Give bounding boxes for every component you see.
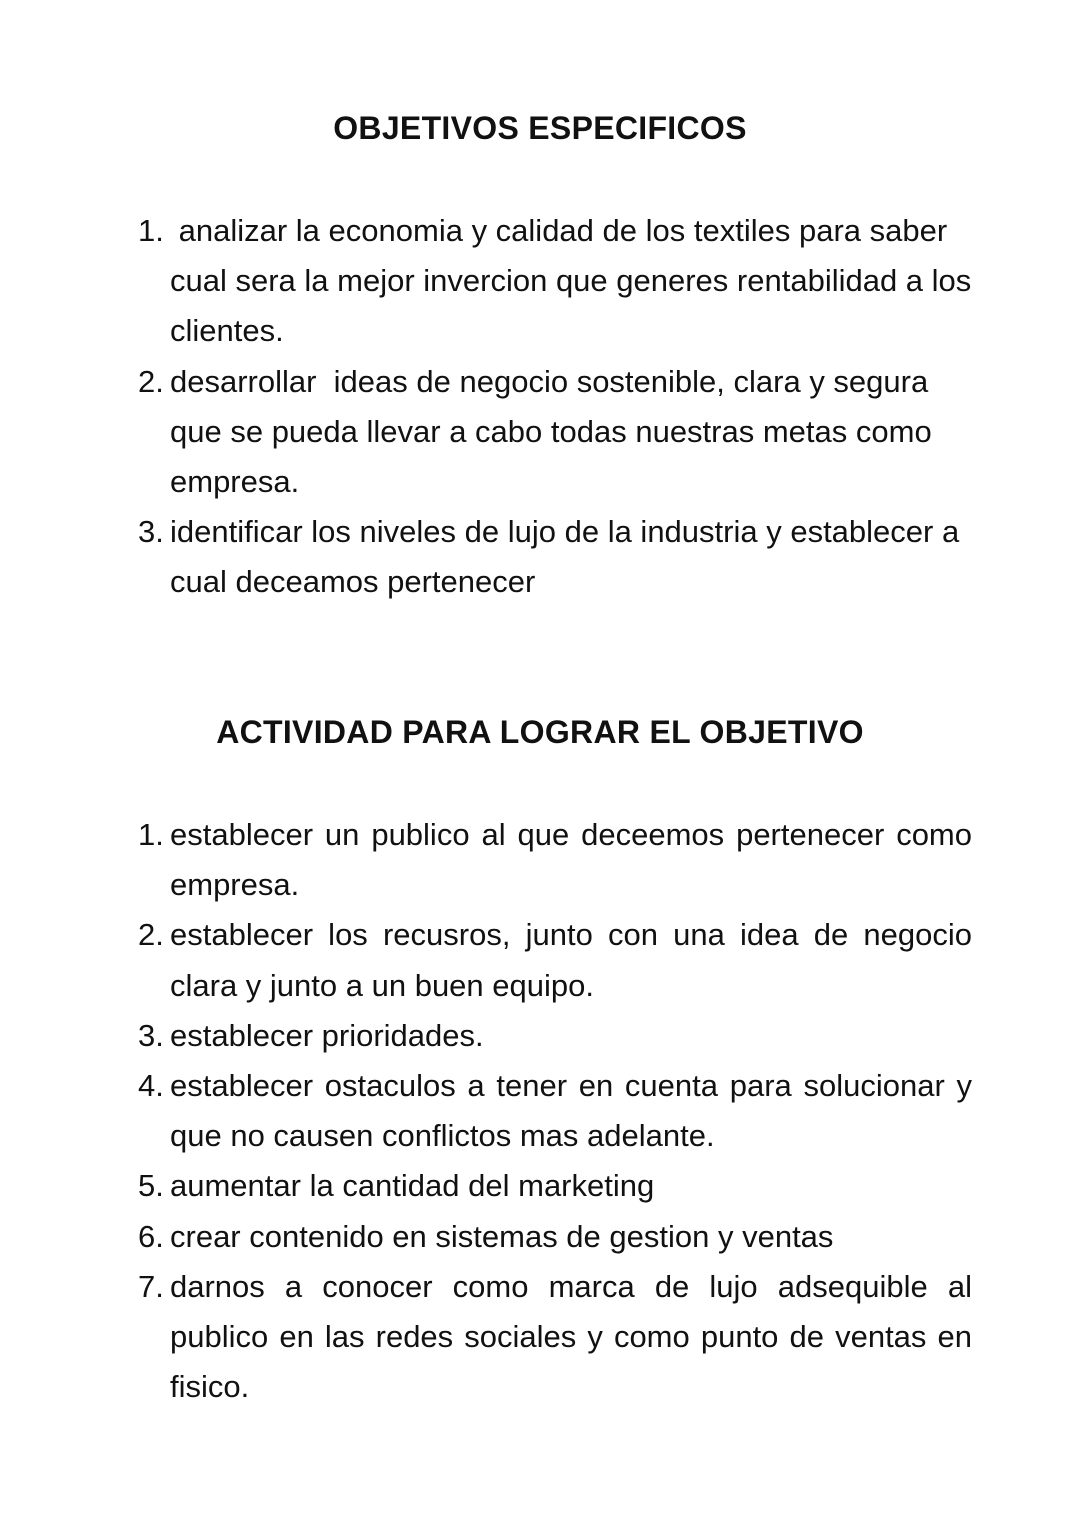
list-item xyxy=(136,1262,972,1413)
item-number: 7. xyxy=(138,1268,164,1304)
item-text: establecer los recusros, junto con una idea de negocio clara y junto a un buen equipo. xyxy=(170,917,972,1003)
list-item xyxy=(136,810,972,910)
item-text: darnos a conocer como marca de lujo adsequible al publico en las redes sociales y como punto de ventas en fisico. xyxy=(170,1268,972,1405)
item-number: 1. xyxy=(138,213,164,248)
item-text: establecer prioridades. xyxy=(170,1017,484,1053)
objetivos-list xyxy=(136,206,980,608)
list-item xyxy=(136,1161,972,1211)
list-item xyxy=(136,910,972,1010)
list-item xyxy=(136,1212,972,1262)
item-number: 5. xyxy=(138,1168,164,1204)
item-number: 6. xyxy=(138,1218,164,1254)
item-number: 3. xyxy=(138,514,164,550)
item-number: 3. xyxy=(138,1017,164,1053)
list-item xyxy=(136,357,972,508)
item-text: establecer ostaculos a tener en cuenta para solucionar y que no causen conflictos mas adelante. xyxy=(170,1068,972,1154)
list-item xyxy=(136,507,972,607)
item-number: 4. xyxy=(138,1068,164,1104)
section-title-actividad: ACTIVIDAD PARA LOGRAR EL OBJETIVO xyxy=(216,714,864,750)
item-number: 2. xyxy=(138,917,164,953)
list-item xyxy=(136,1061,972,1161)
actividad-list xyxy=(136,810,972,1412)
item-text: desarrollar ideas de negocio sostenible, clara y segura que se pueda llevar a cabo todas nuestras metas como empresa. xyxy=(170,363,941,500)
item-text: identificar los niveles de lujo de la industria y establecer a cual deceamos pertenecer xyxy=(170,514,960,600)
item-number: 1. xyxy=(138,817,164,852)
item-text: crear contenido en sistemas de gestion y ventas xyxy=(170,1218,834,1254)
item-text: establecer un publico al que deceemos pertenecer como empresa. xyxy=(170,817,972,903)
section-title-objetivos: OBJETIVOS ESPECIFICOS xyxy=(333,110,747,146)
list-item xyxy=(136,206,980,357)
list-item xyxy=(136,1011,972,1061)
item-text: analizar la economia y calidad de los textiles para saber cual sera la mejor invercion que generes rentabilidad a los clientes. xyxy=(170,213,980,349)
item-number: 2. xyxy=(138,363,164,399)
item-text: aumentar la cantidad del marketing xyxy=(170,1168,655,1204)
